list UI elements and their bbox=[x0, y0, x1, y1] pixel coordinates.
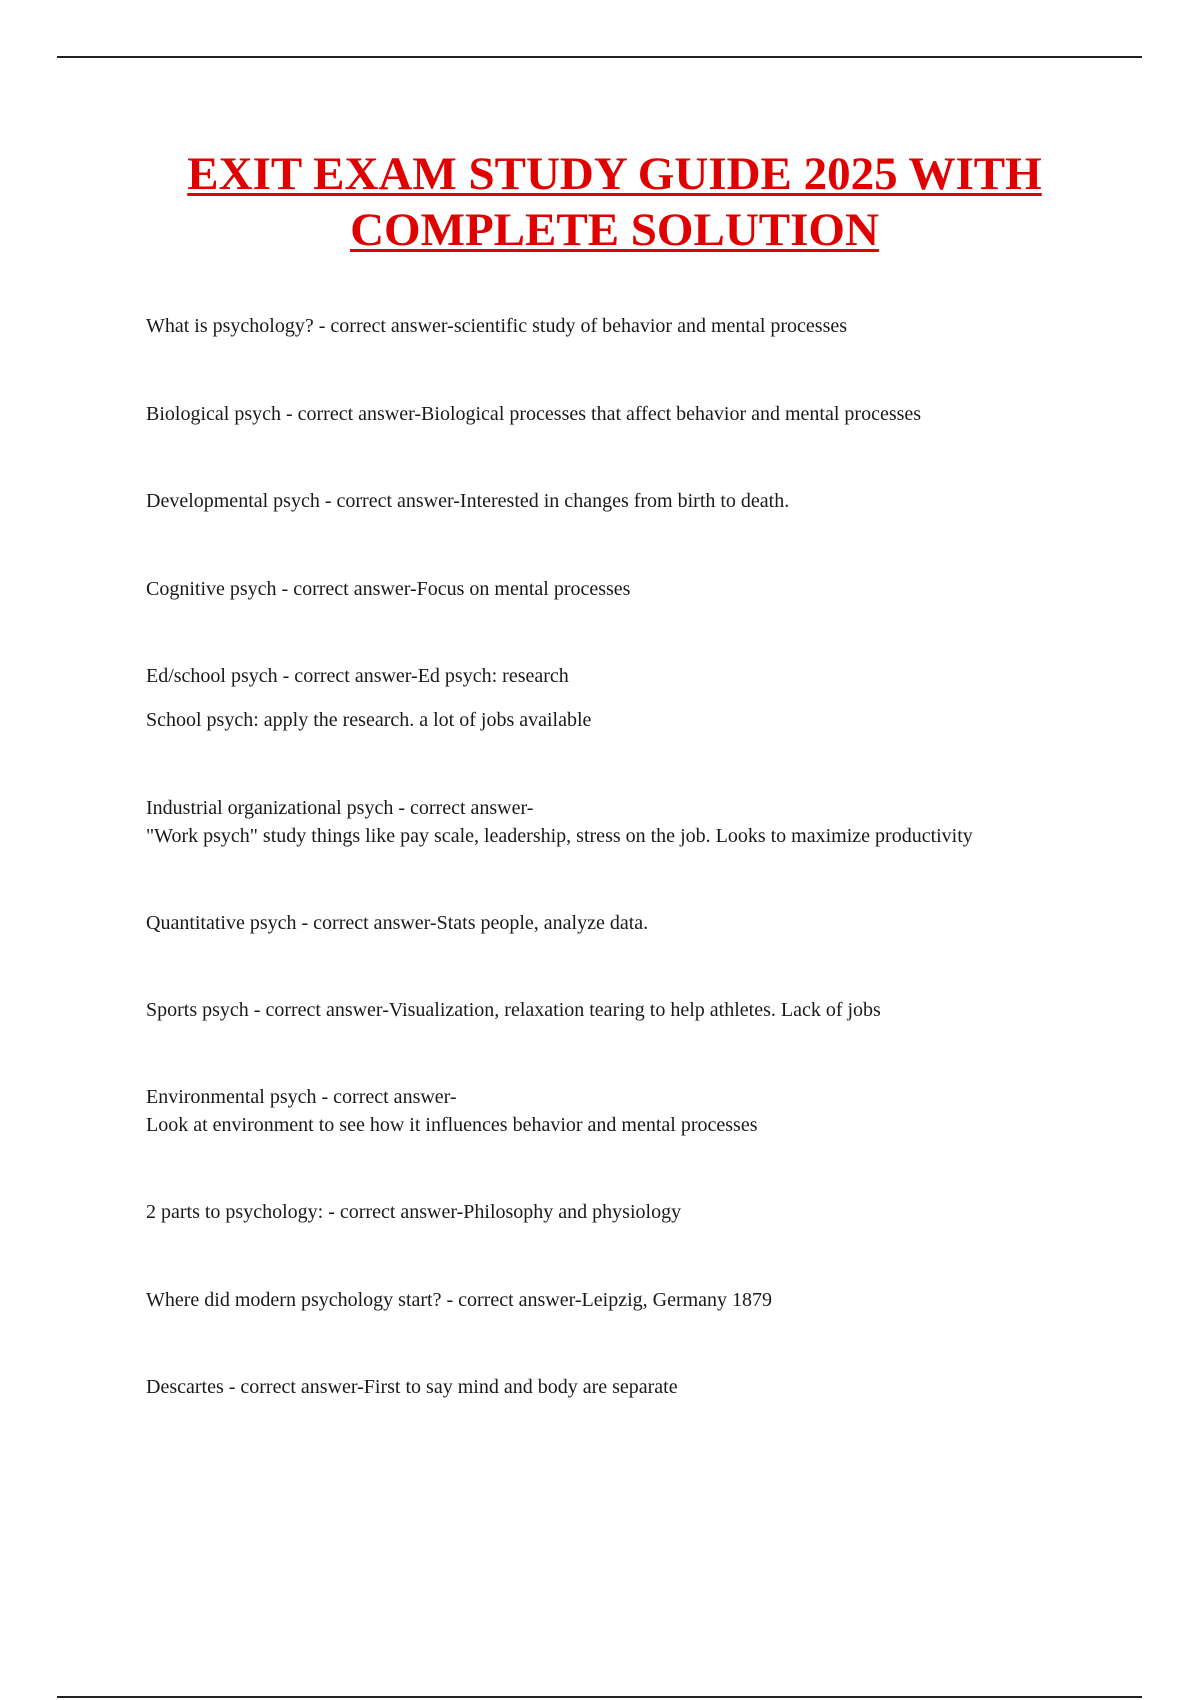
qa-text: What is psychology? - correct answer-scientific study of behavior and mental processes bbox=[146, 315, 848, 337]
qa-text-continued: "Work psych" study things like pay scale, leadership, stress on the job. Looks to maximize productivity bbox=[146, 825, 973, 847]
qa-text-continued: Look at environment to see how it influences behavior and mental processes bbox=[146, 1114, 758, 1136]
qa-item-biological bbox=[146, 400, 1146, 428]
qa-item-modern-start bbox=[146, 1286, 1146, 1314]
qa-item-developmental bbox=[146, 487, 1146, 515]
qa-item-environmental bbox=[146, 1083, 1146, 1139]
document-title bbox=[57, 146, 1172, 258]
qa-item-cognitive bbox=[146, 575, 1146, 603]
qa-item-two-parts bbox=[146, 1198, 1146, 1226]
qa-text-continued: School psych: apply the research. a lot of jobs available bbox=[146, 709, 592, 731]
qa-text: Sports psych - correct answer-Visualization, relaxation tearing to help athletes. Lack of jobs bbox=[146, 999, 881, 1021]
qa-text: 2 parts to psychology: - correct answer-Philosophy and physiology bbox=[146, 1201, 682, 1223]
qa-item-quantitative bbox=[146, 909, 1146, 937]
qa-text: Environmental psych - correct answer- bbox=[146, 1086, 457, 1108]
title-line-2: COMPLETE SOLUTION bbox=[350, 204, 879, 256]
qa-item-sports bbox=[146, 996, 1146, 1024]
bottom-divider bbox=[57, 1696, 1142, 1698]
qa-text: Quantitative psych - correct answer-Stats people, analyze data. bbox=[146, 912, 649, 934]
qa-text: Descartes - correct answer-First to say mind and body are separate bbox=[146, 1376, 678, 1398]
qa-text: Industrial organizational psych - correct answer- bbox=[146, 797, 534, 819]
qa-text: Biological psych - correct answer-Biological processes that affect behavior and mental processes bbox=[146, 403, 922, 425]
top-divider bbox=[57, 56, 1142, 58]
qa-text: Developmental psych - correct answer-Interested in changes from birth to death. bbox=[146, 490, 790, 512]
qa-item-descartes bbox=[146, 1373, 1146, 1401]
qa-item-psychology bbox=[146, 312, 1146, 340]
qa-text: Where did modern psychology start? - correct answer-Leipzig, Germany 1879 bbox=[146, 1289, 773, 1311]
qa-text: Cognitive psych - correct answer-Focus on mental processes bbox=[146, 578, 631, 600]
qa-text: Ed/school psych - correct answer-Ed psych: research bbox=[146, 665, 569, 687]
qa-item-ed-school bbox=[146, 662, 1146, 734]
title-line-1: EXIT EXAM STUDY GUIDE 2025 WITH bbox=[187, 148, 1042, 200]
qa-item-industrial bbox=[146, 794, 1146, 850]
